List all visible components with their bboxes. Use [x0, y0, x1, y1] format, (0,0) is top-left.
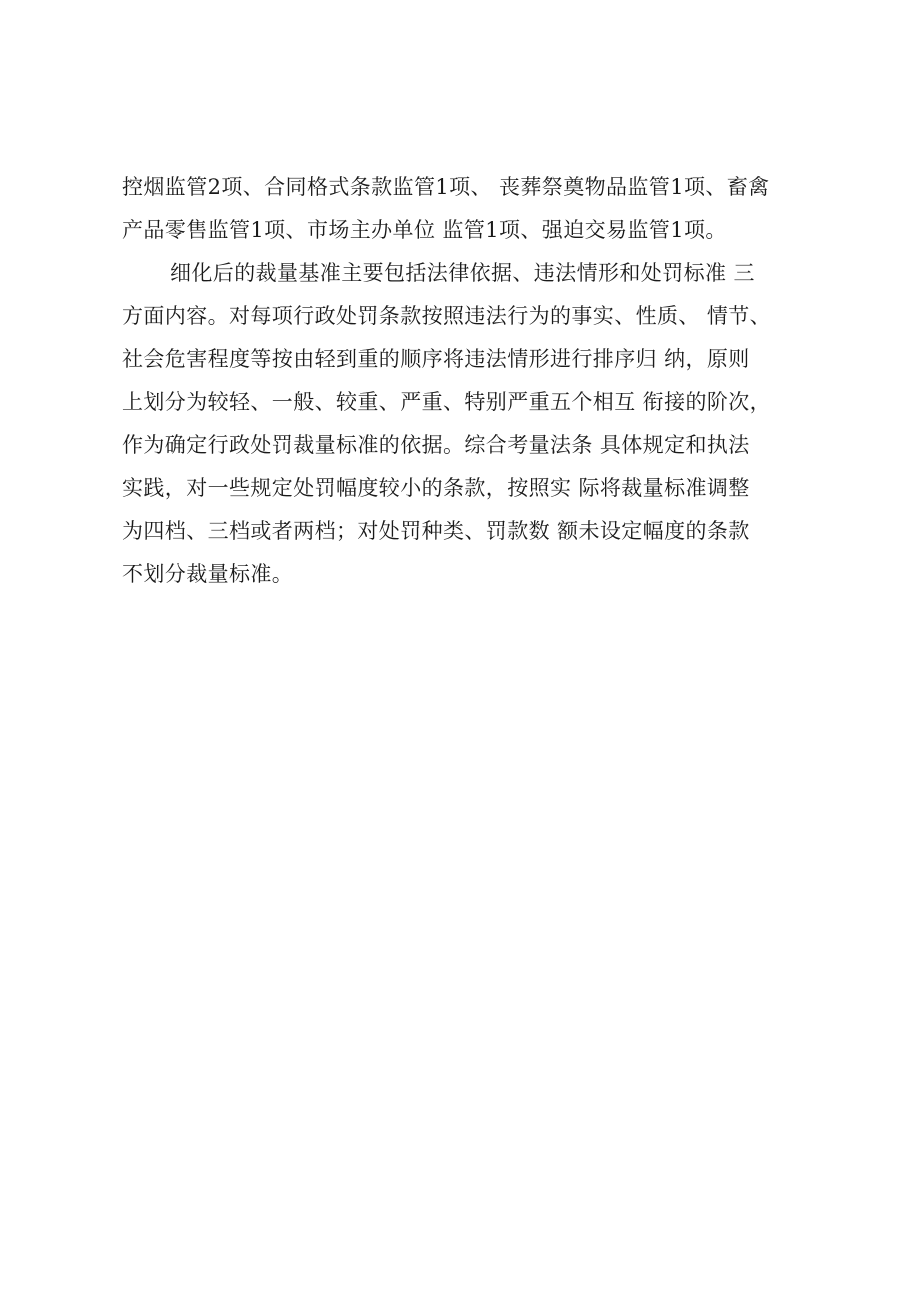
- text-line: 社会危害程度等按由轻到重的顺序将违法情形进行排序归 纳，原则: [122, 347, 750, 371]
- text-line: 不划分裁量标准。: [122, 562, 294, 586]
- text-line: 产品零售监管1项、市场主办单位 监管1项、强迫交易监管1项。: [122, 218, 727, 242]
- text-line: 实践，对一些规定处罚幅度较小的条款，按照实 际将裁量标准调整: [122, 476, 750, 500]
- paragraph-2: [122, 252, 822, 596]
- text-line: 上划分为较轻、一般、较重、严重、特别严重五个相互 衔接的阶次，: [122, 390, 772, 414]
- paragraph-1: [122, 166, 822, 252]
- text-line: 细化后的裁量基准主要包括法律依据、违法情形和处罚标准 三: [170, 261, 755, 285]
- document-body: [122, 166, 822, 596]
- text-line: 作为确定行政处罚裁量标准的依据。综合考量法条 具体规定和执法: [122, 433, 750, 457]
- text-line: 方面内容。对每项行政处罚条款按照违法行为的事实、性质、 情节、: [122, 304, 772, 328]
- text-line: 控烟监管2项、合同格式条款监管1项、 丧葬祭奠物品监管1项、畜禽: [122, 175, 770, 199]
- text-line: 为四档、三档或者两档；对处罚种类、罚款数 额未设定幅度的条款: [122, 519, 750, 543]
